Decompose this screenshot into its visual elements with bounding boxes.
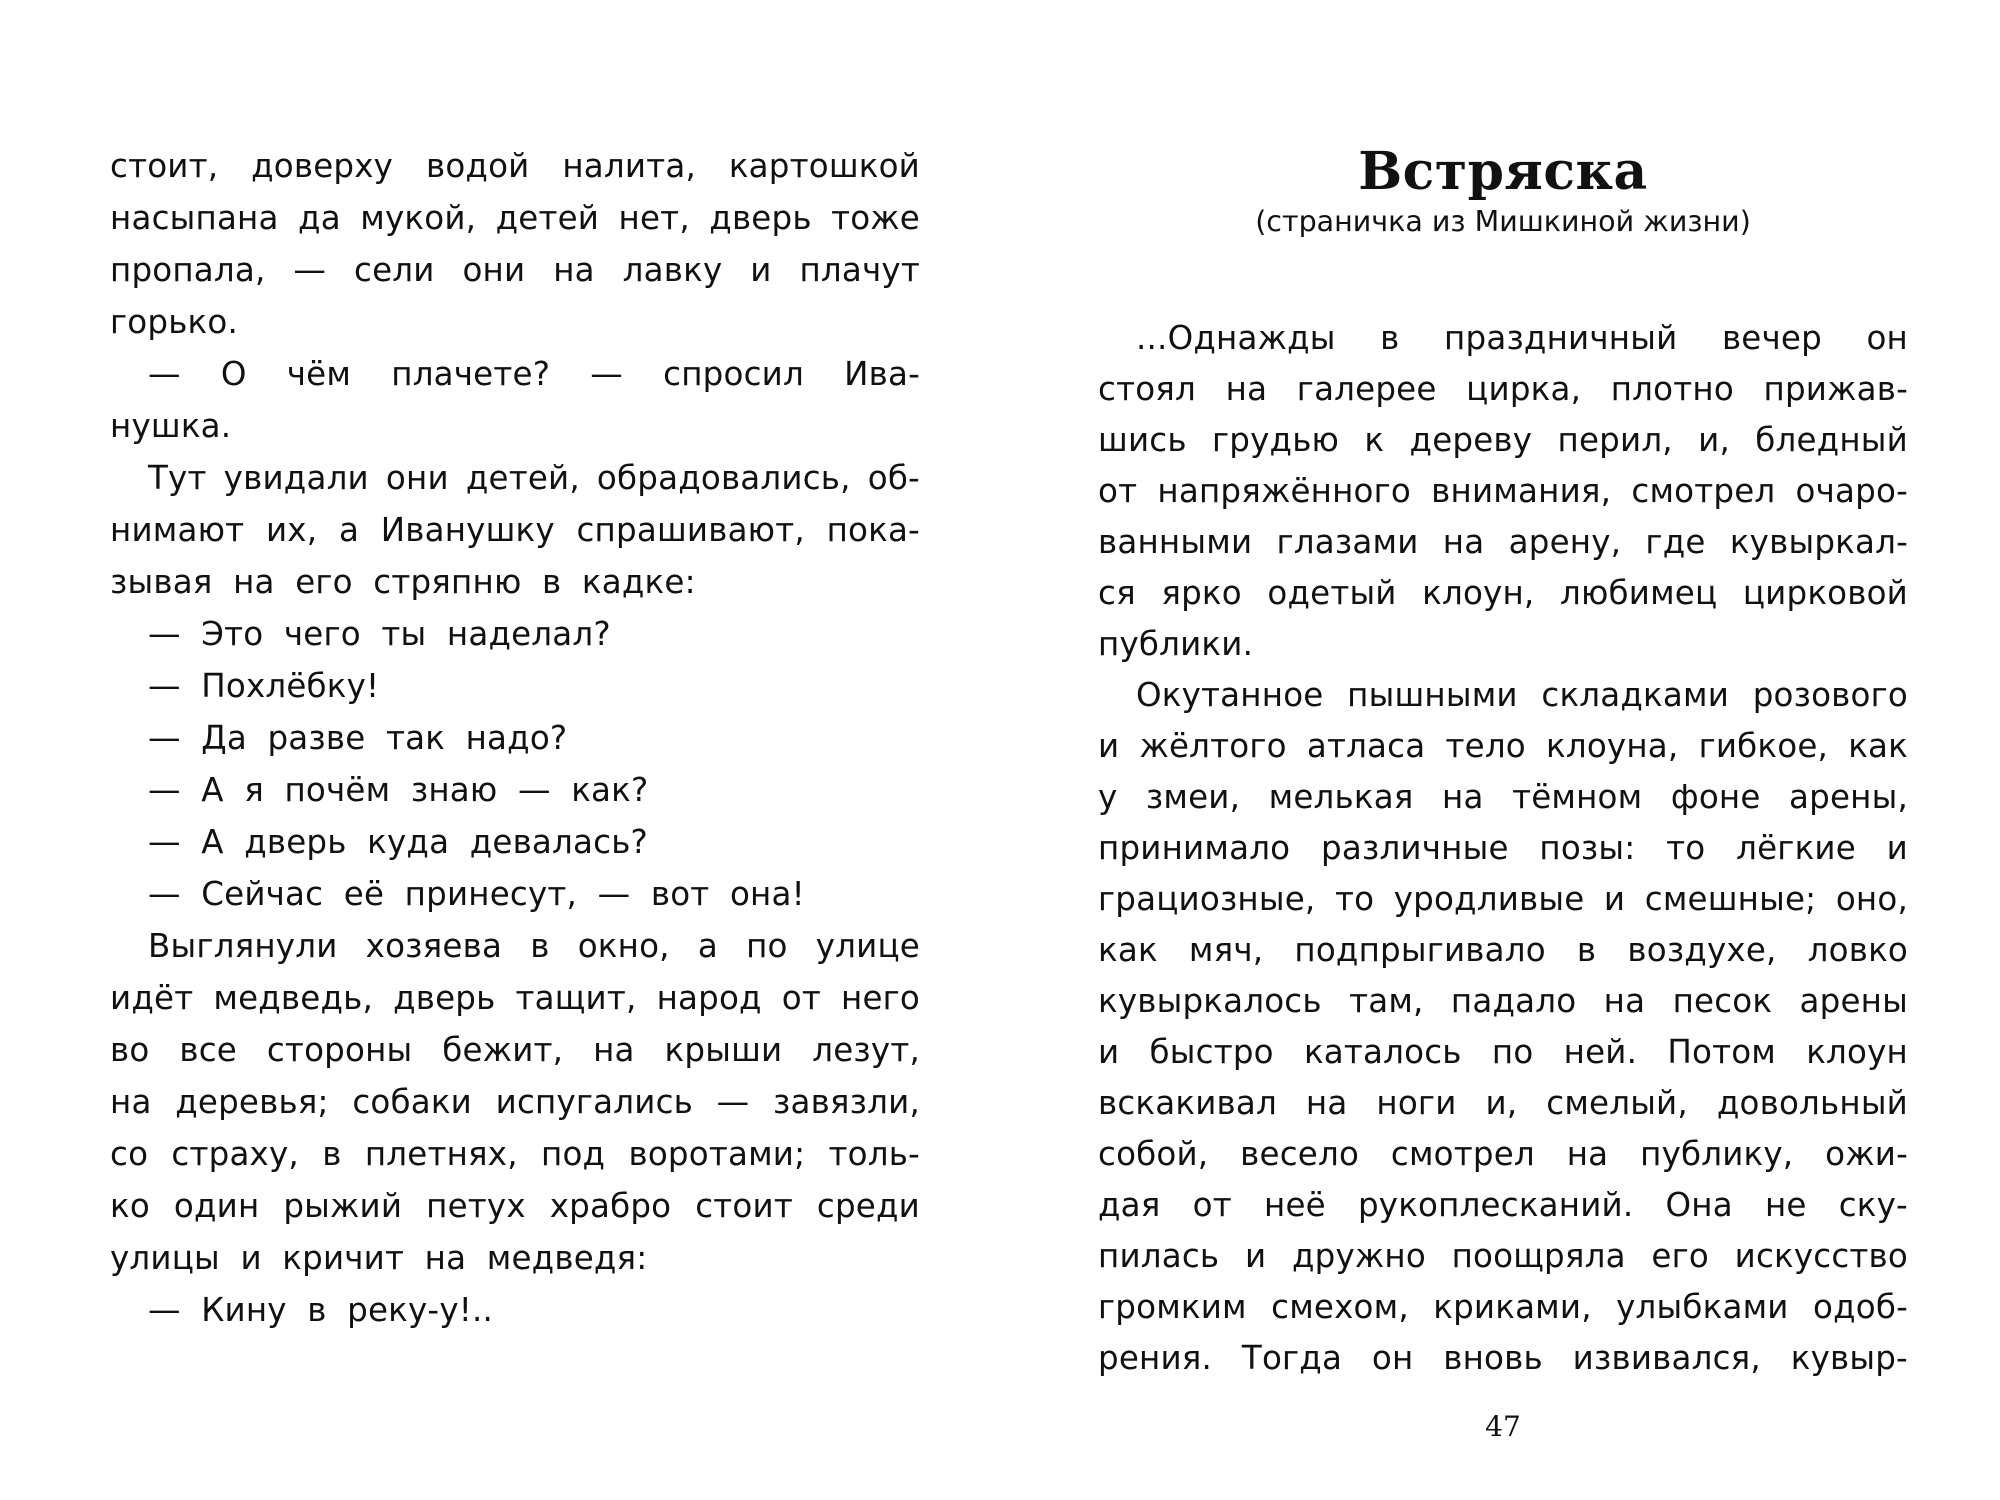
text-line: стоит, доверху водой налита, картошкой: [110, 147, 920, 185]
dialogue-line: — Да разве так надо?: [148, 719, 568, 757]
text-line: публики.: [1098, 625, 1254, 663]
text-line: принимало различные позы: то лёгкие и: [1098, 829, 1908, 867]
text-line: дая от неё рукоплесканий. Она не ску-: [1098, 1186, 1908, 1224]
text-line: — О чём плачете? — спросил Ива-: [148, 355, 920, 393]
text-line: улицы и кричит на медведя:: [110, 1239, 648, 1277]
dialogue-line: — Это чего ты наделал?: [148, 615, 611, 653]
dialogue-line: — А дверь куда девалась?: [148, 823, 649, 861]
dialogue-line: — Похлёбку!: [148, 667, 380, 705]
text-line: пропала, — сели они на лавку и плачут: [110, 251, 920, 289]
text-line: зывая на его стряпню в кадке:: [110, 563, 696, 601]
text-line: грациозные, то уродливые и смешные; оно,: [1098, 880, 1908, 918]
text-line: от напряжённого внимания, смотрел очаро-: [1098, 472, 1908, 510]
text-line: и быстро каталось по ней. Потом клоун: [1098, 1033, 1908, 1071]
text-line: стоял на галерее цирка, плотно прижав-: [1098, 370, 1908, 408]
text-line: у змеи, мелькая на тёмном фоне арены,: [1098, 778, 1908, 816]
chapter-title: Встряска: [1358, 141, 1648, 202]
text-line: во все стороны бежит, на крыши лезут,: [110, 1031, 920, 1069]
dialogue-line: — А я почём знаю — как?: [148, 771, 649, 809]
text-line: Окутанное пышными складками розового: [1136, 676, 1908, 714]
text-line: ...Однажды в праздничный вечер он: [1136, 319, 1908, 357]
text-line: ванными глазами на арену, где кувыркал-: [1098, 523, 1908, 561]
text-line: ся ярко одетый клоун, любимец цирковой: [1098, 574, 1908, 612]
dialogue-line: — Сейчас её принесут, — вот она!: [148, 875, 805, 913]
dialogue-line: — Кину в реку-у!..: [148, 1291, 494, 1329]
text-line: пилась и дружно поощряла его искусство: [1098, 1237, 1908, 1275]
page-number: 47: [1485, 1410, 1521, 1443]
text-line: Выглянули хозяева в окно, а по улице: [148, 927, 920, 965]
text-line: собой, весело смотрел на публику, ожи-: [1098, 1135, 1908, 1173]
text-line: нушка.: [110, 407, 232, 445]
text-line: вскакивал на ноги и, смелый, довольный: [1098, 1084, 1908, 1122]
text-line: нимают их, а Иванушку спрашивают, пока-: [110, 511, 920, 549]
text-line: со страху, в плетнях, под воротами; толь-: [110, 1135, 920, 1173]
text-line: идёт медведь, дверь тащит, народ от него: [110, 979, 920, 1017]
text-line: и жёлтого атласа тело клоуна, гибкое, как: [1098, 727, 1908, 765]
text-line: как мяч, подпрыгивало в воздухе, ловко: [1098, 931, 1908, 969]
text-line: горько.: [110, 303, 238, 341]
text-line: насыпана да мукой, детей нет, дверь тоже: [110, 199, 920, 237]
text-line: ко один рыжий петух храбро стоит среди: [110, 1187, 920, 1225]
text-line: шись грудью к дереву перил, и, бледный: [1098, 421, 1908, 459]
text-line: кувыркалось там, падало на песок арены: [1098, 982, 1908, 1020]
chapter-subtitle: (страничка из Мишкиной жизни): [1255, 205, 1751, 238]
text-line: рения. Тогда он вновь извивался, кувыр-: [1098, 1339, 1908, 1377]
text-line: громким смехом, криками, улыбками одоб-: [1098, 1288, 1908, 1326]
text-line: Тут увидали они детей, обрадовались, об-: [148, 459, 920, 497]
text-line: на деревья; собаки испугались — завязли,: [110, 1083, 920, 1121]
